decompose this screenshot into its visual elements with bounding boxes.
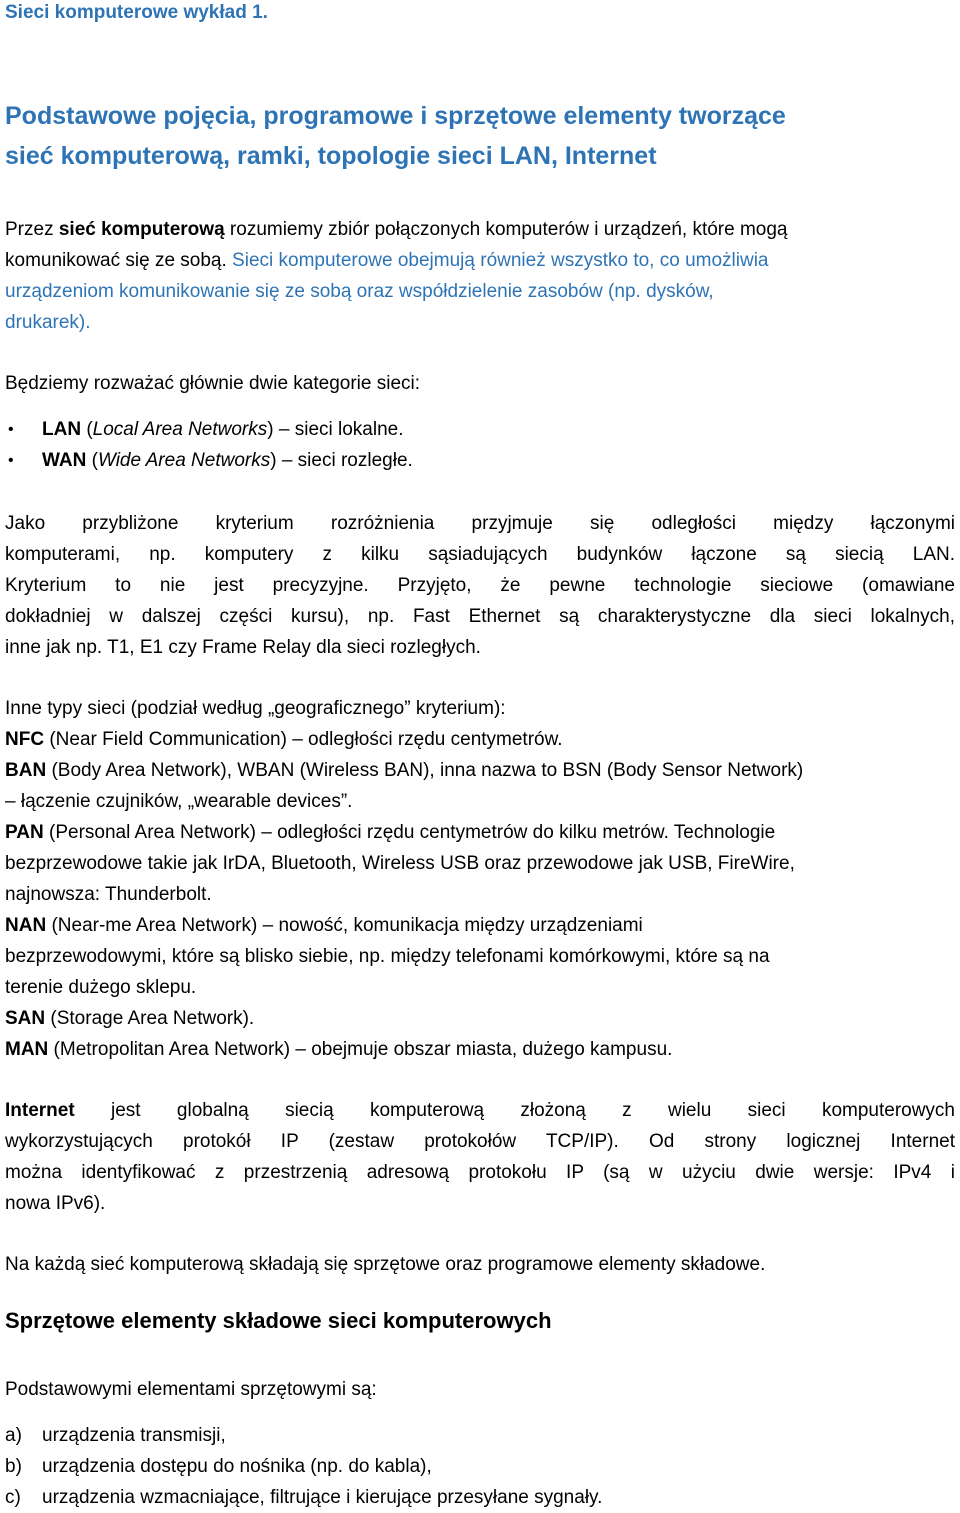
paragraph-line: najnowsza: Thunderbolt.	[5, 884, 212, 905]
paragraph-line: Na każdą sieć komputerową składają się sprzętowe oraz programowe elementy składowe.	[5, 1254, 766, 1275]
term-siec-komputerowa: sieć komputerową	[58, 219, 225, 240]
hardware-elements-list	[5, 1420, 955, 1513]
paragraph-line: urządzeniom komunikowanie się ze sobą oraz współdzielenie zasobów (np. dysków,	[5, 281, 714, 302]
components-paragraph	[5, 1249, 955, 1280]
paragraph-line: terenie dużego sklepu.	[5, 977, 197, 998]
list-marker: c)	[5, 1487, 21, 1508]
bullet-icon: •	[8, 421, 14, 438]
highlighted-text: Sieci komputerowe obejmują również wszystko to, co umożliwia	[226, 250, 769, 271]
nan-entry	[5, 910, 955, 941]
list-marker: a)	[5, 1425, 22, 1446]
pan-entry	[5, 817, 955, 848]
internet-paragraph	[5, 1095, 955, 1219]
term-abbr: LAN	[42, 419, 82, 440]
text-run: )	[270, 450, 277, 471]
paragraph-line: dokładniej w dalszej części kursu), np. Fast Ethernet są charakterystyczne dla sieci lokalnych,	[5, 606, 955, 627]
intro-paragraph	[5, 214, 955, 338]
term-full: Wide Area Networks	[97, 450, 271, 471]
list-item-text: urządzenia dostępu do nośnika (np. do kabla),	[42, 1456, 432, 1477]
term-description: (Body Area Network), WBAN (Wireless BAN), inna nazwa to BSN (Body Sensor Network)	[46, 760, 804, 781]
list-item	[5, 1482, 955, 1513]
paragraph-line: Podstawowymi elementami sprzętowymi są:	[5, 1379, 377, 1400]
term-description: (Near-me Area Network) – nowość, komunikacja między urządzeniami	[46, 915, 643, 936]
term-abbr: NFC	[5, 729, 45, 750]
text-run: Przez	[5, 219, 59, 240]
term-internet: Internet	[5, 1100, 75, 1121]
term-description: (Metropolitan Area Network) – obejmuje obszar miasta, dużego kampusu.	[48, 1039, 673, 1060]
paragraph-line: nowa IPv6).	[5, 1193, 106, 1214]
text-run: (	[81, 419, 93, 440]
text-run: jest globalną siecią komputerową złożoną z wielu sieci komputerowych	[74, 1100, 955, 1121]
paragraph-line: komputerami, np. komputery z kilku sąsiadujących budynków łączone są siecią LAN.	[5, 544, 955, 565]
paragraph-line: bezprzewodowe takie jak IrDA, Bluetooth, Wireless USB oraz przewodowe jak USB, FireWire,	[5, 853, 795, 874]
text-run: rozumiemy zbiór połączonych komputerów i urządzeń, które mogą	[224, 219, 788, 240]
text-run: komunikować się ze sobą.	[5, 250, 227, 271]
term-description: (Storage Area Network).	[45, 1008, 255, 1029]
term-description: (Personal Area Network) – odległości rzędu centymetrów do kilku metrów. Technologie	[43, 822, 776, 843]
network-categories-list	[5, 414, 955, 476]
term-full: Local Area Networks	[92, 419, 268, 440]
term-abbr: NAN	[5, 915, 47, 936]
text-run: (	[86, 450, 98, 471]
lecture-title-line: Podstawowe pojęcia, programowe i sprzętowe elementy tworzące	[5, 102, 786, 130]
list-item	[5, 445, 955, 476]
paragraph-line: Będziemy rozważać głównie dwie kategorie sieci:	[5, 373, 421, 394]
paragraph-line: Inne typy sieci (podział według „geograficznego” kryterium):	[5, 698, 506, 719]
bullet-icon: •	[8, 452, 14, 469]
paragraph-line: bezprzewodowymi, które są blisko siebie, np. między telefonami komórkowymi, które są na	[5, 946, 770, 967]
section-heading: Sprzętowe elementy składowe sieci komputerowych	[5, 1308, 552, 1333]
term-abbr: SAN	[5, 1008, 46, 1029]
paragraph-line: Kryterium to nie jest precyzyjne. Przyjęto, że pewne technologie sieciowe (omawiane	[5, 575, 955, 596]
list-item	[5, 414, 955, 445]
list-item-text: urządzenia wzmacniające, filtrujące i kierujące przesyłane sygnały.	[42, 1487, 603, 1508]
paragraph-line	[5, 245, 955, 276]
list-item	[5, 1420, 955, 1451]
list-item-text: urządzenia transmisji,	[42, 1425, 226, 1446]
list-item	[5, 1451, 955, 1482]
hardware-lead	[5, 1374, 955, 1405]
list-marker: b)	[5, 1456, 22, 1477]
ban-entry	[5, 755, 955, 786]
term-abbr: MAN	[5, 1039, 49, 1060]
categories-lead	[5, 368, 955, 399]
paragraph-line: – łączenie czujników, „wearable devices”.	[5, 791, 353, 812]
term-abbr: BAN	[5, 760, 47, 781]
paragraph-line: inne jak np. T1, E1 czy Frame Relay dla sieci rozległych.	[5, 637, 481, 658]
san-entry	[5, 1003, 955, 1034]
document-header: Sieci komputerowe wykład 1.	[5, 2, 268, 23]
lecture-title-line: sieć komputerową, ramki, topologie sieci LAN, Internet	[5, 142, 657, 170]
term-abbr: PAN	[5, 822, 44, 843]
nfc-entry	[5, 724, 955, 755]
other-types-section	[5, 693, 955, 1065]
lecture-title	[5, 96, 955, 176]
term-abbr: WAN	[42, 450, 87, 471]
criterion-paragraph	[5, 508, 955, 663]
man-entry	[5, 1034, 955, 1065]
paragraph-line	[5, 1095, 955, 1126]
paragraph-line: drukarek).	[5, 312, 91, 333]
paragraph-line: można identyfikować z przestrzenią adresową protokołu IP (są w użyciu dwie wersje: IPv4 i	[5, 1162, 955, 1183]
text-run: )	[267, 419, 274, 440]
term-description: – sieci lokalne.	[273, 419, 404, 440]
paragraph-line	[5, 214, 955, 245]
paragraph-line: Jako przybliżone kryterium rozróżnienia przyjmuje się odległości między łączonymi	[5, 513, 955, 534]
term-description: – sieci rozległe.	[276, 450, 413, 471]
paragraph-line: wykorzystujących protokół IP (zestaw protokołów TCP/IP). Od strony logicznej Internet	[5, 1131, 955, 1152]
term-description: (Near Field Communication) – odległości rzędu centymetrów.	[44, 729, 563, 750]
